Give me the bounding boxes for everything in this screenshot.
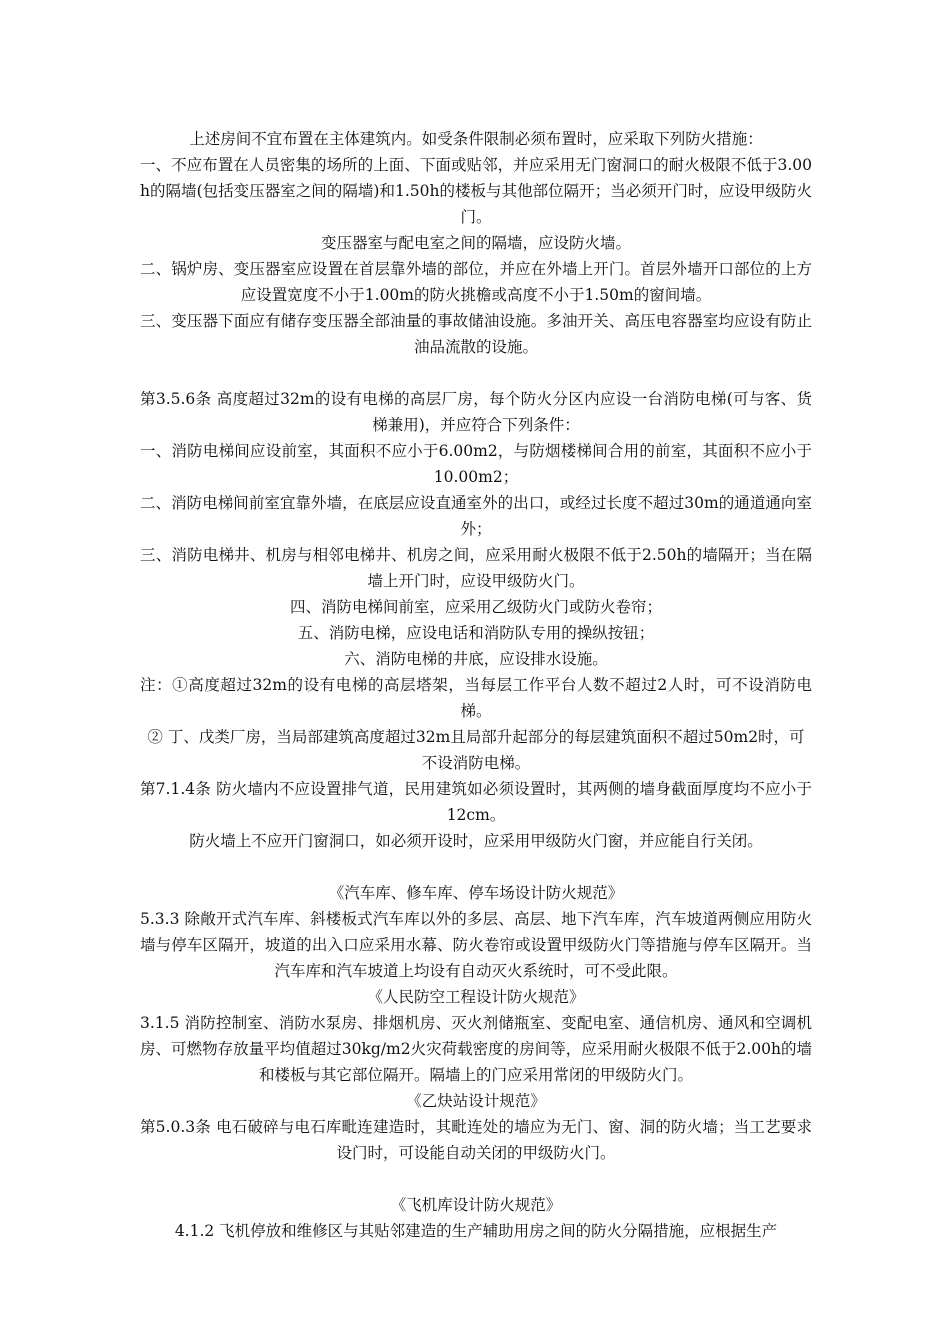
paragraph: 变压器室与配电室之间的隔墙，应设防火墙。 bbox=[320, 234, 631, 252]
paragraph: 三、消防电梯井、机房与相邻电梯井、机房之间，应采用耐火极限不低于2.50h的墙隔开；当在隔墙上开门时，应设甲级防火门。 bbox=[140, 546, 812, 590]
paragraph: 防火墙上不应开门窗洞口，如必须开设时，应采用甲级防火门窗，并应能自行关闭。 bbox=[189, 832, 763, 850]
blank-line bbox=[140, 360, 812, 386]
paragraph: 二、消防电梯间前室宜靠外墙，在底层应设直通室外的出口，或经过长度不超过30m的通道通向室外； bbox=[140, 494, 812, 538]
paragraph: 不设消防电梯。 bbox=[421, 754, 531, 772]
section-title: 《飞机库设计防火规范》 bbox=[390, 1196, 562, 1214]
paragraph: 四、消防电梯间前室，应采用乙级防火门或防火卷帘； bbox=[289, 598, 662, 616]
paragraph: 上述房间不宜布置在主体建筑内。如受条件限制必须布置时，应采取下列防火措施： bbox=[189, 130, 763, 148]
paragraph: 一、不应布置在人员密集的场所的上面、下面或贴邻，并应采用无门窗洞口的耐火极限不低于3.00h的隔墙(包括变压器室之间的隔墙)和1.50h的楼板与其他部位隔开；当必须开门时，应设甲级防火门。 bbox=[140, 156, 812, 226]
paragraph: 五、消防电梯，应设电话和消防队专用的操纵按钮； bbox=[297, 624, 655, 642]
paragraph: 5.3.3 除敞开式汽车库、斜楼板式汽车库以外的多层、高层、地下汽车库，汽车坡道两侧应用防火墙与停车区隔开，坡道的出入口应采用水幕、防火卷帘或设置甲级防火门等措施与停车区隔开。当汽车库和汽车坡道上均设有自动灭火系统时，可不受此限。 bbox=[140, 910, 812, 980]
paragraph: 第7.1.4条 防火墙内不应设置排气道，民用建筑如必须设置时，其两侧的墙身截面厚度均不应小于12cm。 bbox=[140, 780, 812, 824]
paragraph: 4.1.2 飞机停放和维修区与其贴邻建造的生产辅助用房之间的防火分隔措施，应根据生产 bbox=[174, 1222, 778, 1240]
paragraph: 第3.5.6条 高度超过32m的设有电梯的高层厂房，每个防火分区内应设一台消防电梯(可与客、货梯兼用)，并应符合下列条件： bbox=[140, 390, 812, 434]
paragraph: 注：①高度超过32m的设有电梯的高层塔架，当每层工作平台人数不超过2人时，可不设消防电梯。 bbox=[140, 676, 812, 720]
document-body bbox=[140, 126, 812, 1244]
paragraph: ② 丁、戊类厂房，当局部建筑高度超过32m且局部升起部分的每层建筑面积不超过50m2时，可 bbox=[147, 728, 805, 746]
paragraph: 一、消防电梯间应设前室，其面积不应小于6.00m2，与防烟楼梯间合用的前室，其面积不应小于10.00m2； bbox=[140, 442, 812, 486]
section-title: 《乙炔站设计规范》 bbox=[406, 1092, 546, 1110]
paragraph: 二、锅炉房、变压器室应设置在首层靠外墙的部位，并应在外墙上开门。首层外墙开口部位的上方应设置宽度不小于1.00m的防火挑檐或高度不小于1.50m的窗间墙。 bbox=[140, 260, 812, 304]
blank-line bbox=[140, 1166, 812, 1192]
paragraph: 六、消防电梯的井底，应设排水设施。 bbox=[344, 650, 608, 668]
paragraph: 3.1.5 消防控制室、消防水泵房、排烟机房、灭火剂储瓶室、变配电室、通信机房、通风和空调机房、可燃物存放量平均值超过30kg/m2火灾荷载密度的房间等，应采用耐火极限不低于2.00h的墙和楼板与其它部位隔开。隔墙上的门应采用常闭的甲级防火门。 bbox=[140, 1014, 812, 1084]
blank-line bbox=[140, 854, 812, 880]
section-title: 《人民防空工程设计防火规范》 bbox=[367, 988, 585, 1006]
section-title: 《汽车库、修车库、停车场设计防火规范》 bbox=[328, 884, 624, 902]
paragraph: 第5.0.3条 电石破碎与电石库毗连建造时，其毗连处的墙应为无门、窗、洞的防火墙；当工艺要求设门时，可设能自动关闭的甲级防火门。 bbox=[140, 1118, 812, 1162]
paragraph: 三、变压器下面应有储存变压器全部油量的事故储油设施。多油开关、高压电容器室均应设有防止油品流散的设施。 bbox=[140, 312, 812, 356]
